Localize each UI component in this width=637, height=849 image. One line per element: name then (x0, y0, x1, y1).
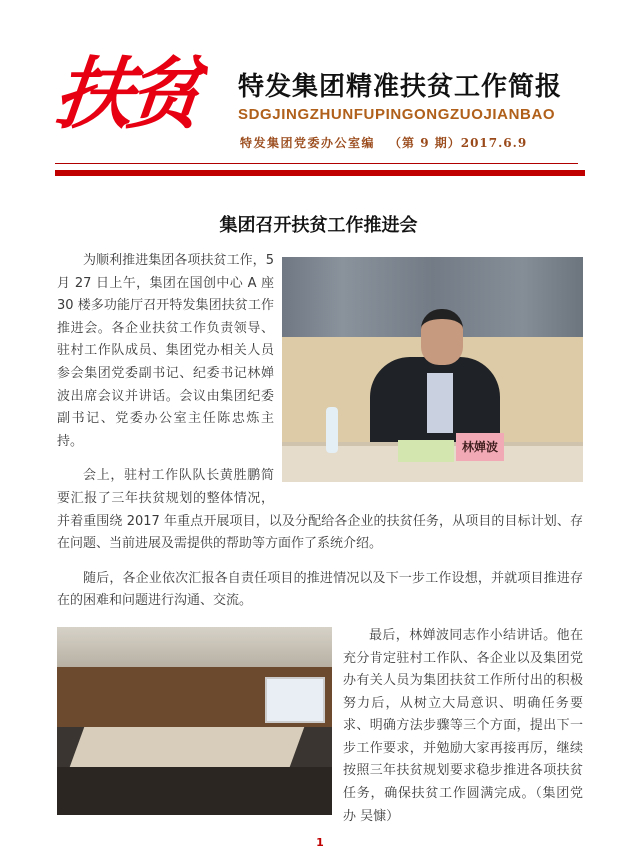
paragraph-3: 随后，各企业依次汇报各自责任项目的推进情况以及下一步工作设想，并就项目推进存在的困难和问题进行沟通、交流。 (57, 570, 583, 609)
article-title: 集团召开扶贫工作推进会 (219, 215, 418, 236)
masthead-subtitle (240, 134, 527, 151)
editor: 特发集团党委办公室编 (240, 136, 376, 150)
masthead-logo: 扶贫 (50, 49, 204, 140)
page-number: 1 (316, 836, 324, 849)
paragraph-1: 为顺利推进集团各项扶贫工作，5 月 27 日上午，集团在国创中心 A 座 30 楼多功能厅召开特发集团扶贫工作推进会。各企业扶贫工作负责领导、驻村工作队成员、集团党办相关人员参会集团党委副书记、纪委书记林婵波出席会议并讲话。会议由集团纪委副书记、党委办公室主任陈忠炼主持。 (57, 253, 274, 449)
speaker-photo (282, 257, 583, 482)
divider-thin (55, 163, 578, 164)
nameplate: 林婵波 (456, 433, 504, 461)
masthead-title: 特发集团精准扶贫工作简报 (238, 72, 563, 102)
paragraph-2b: 重围绕 2017 年重点开展项目，以及分配给各企业的扶贫任务，从项目的目标计划、存在问题、当前进展及需提供的帮助等方面作了系统介绍。 (57, 513, 583, 552)
divider-thick (55, 170, 585, 176)
issue-date: （第 9 期）2017.6.9 (389, 136, 528, 150)
article-body (57, 250, 583, 849)
paragraph-2a: 会上，驻村工作队队长黄胜鹏简要汇报了三年扶贫规划的整体情况，并着 (57, 468, 274, 529)
paragraph-4: 最后，林婵波同志作小结讲话。他在充分肯定驻村工作队、各企业以及集团党办有关人员为集团扶贫工作所付出的积极努力后，从树立大局意识、明确任务要求、明确方法步骤等三个方面，提出下一步工作要求，并勉励大家再接再厉，继续按照三年扶贫规划要求稳步推进各项扶贫任务，确保扶贫工作圆满完成。（集团党办 吴慷） (343, 627, 583, 824)
meeting-room-photo (57, 627, 332, 815)
masthead-pinyin: SDGJINGZHUNFUPINGONGZUOJIANBAO (238, 106, 556, 123)
